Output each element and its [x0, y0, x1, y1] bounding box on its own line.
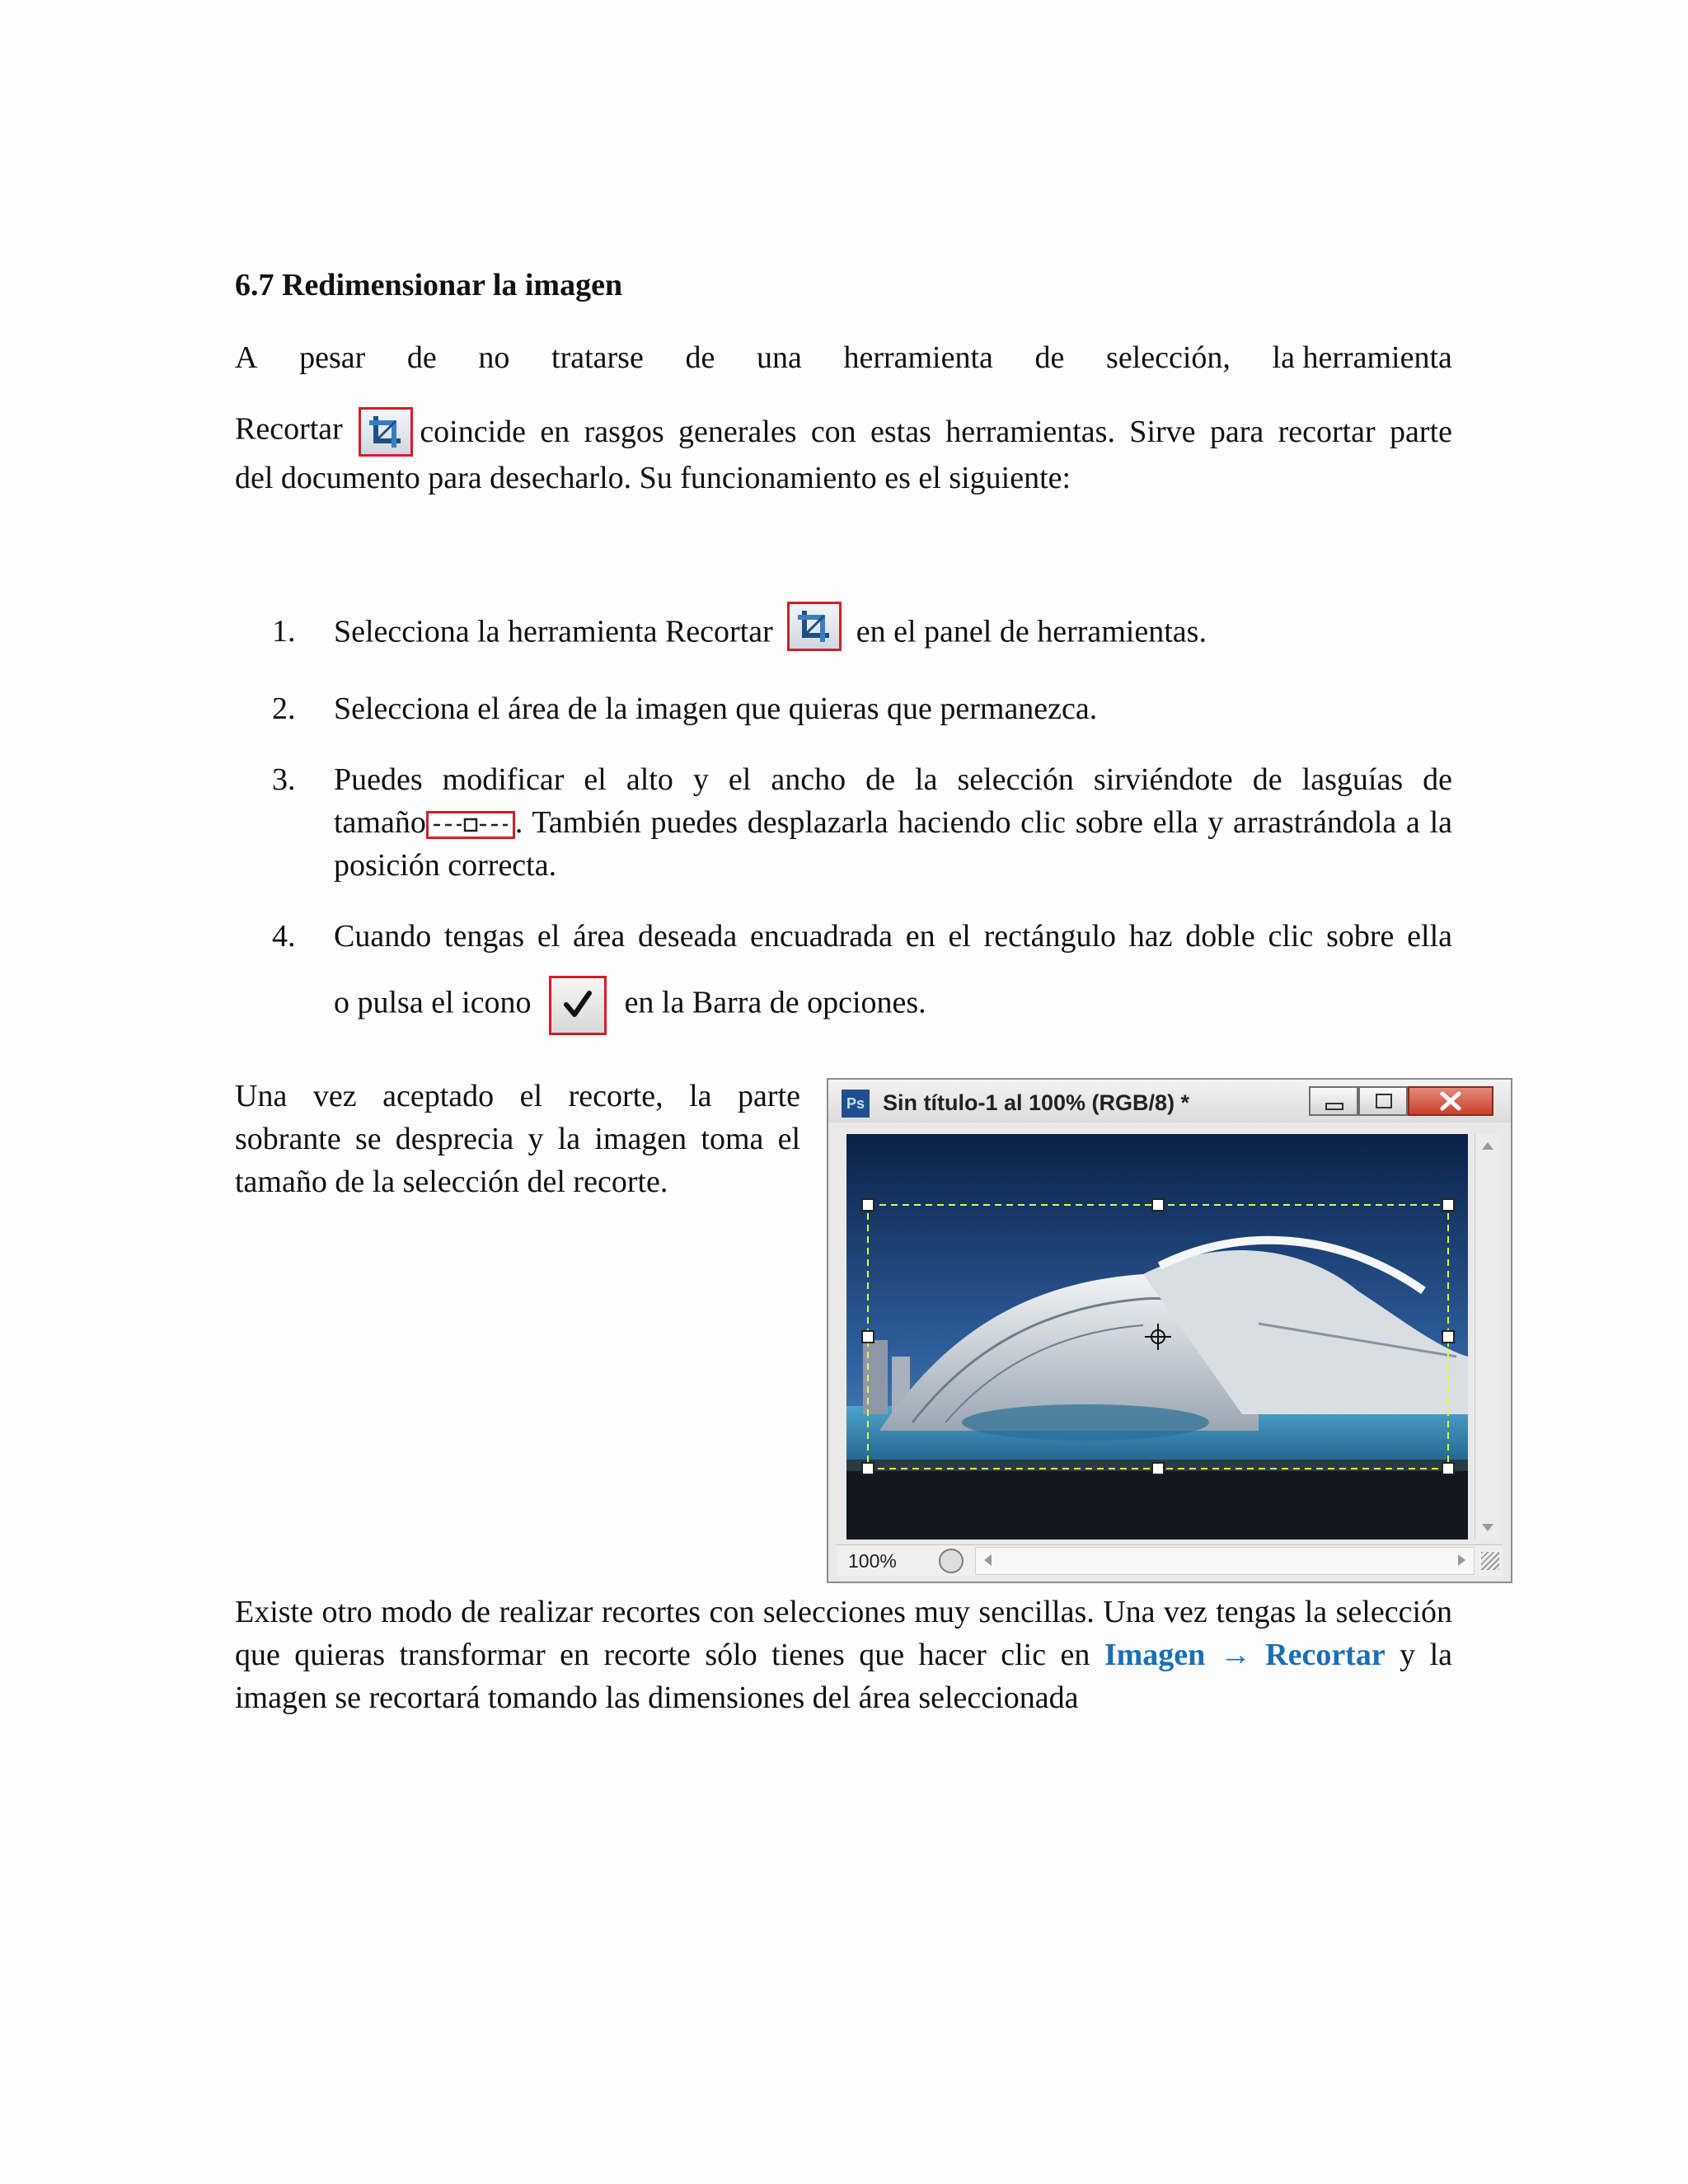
intro-paragraph [235, 336, 1452, 499]
menu-path-recortar: Recortar [1265, 1638, 1386, 1672]
intro-word: tratarse [551, 340, 644, 375]
step-number: 1. [272, 614, 296, 649]
size-guides-icon [426, 811, 515, 839]
step-text: Selecciona el área de la imagen que quieras que permanezca. [334, 691, 1098, 726]
intro-word: A [235, 340, 258, 375]
after-crop-paragraph: Una vez aceptado el recorte, la parte sobrante se desprecia y la imagen toma el tamaño de la selección del recorte. [235, 1079, 800, 1199]
step-text: en la Barra de opciones. [624, 985, 926, 1020]
status-bar [837, 1544, 1503, 1577]
intro-word: selección, [1106, 340, 1231, 375]
closing-paragraph [235, 1591, 1452, 1719]
list-item [272, 915, 1452, 1035]
step-text: en el panel de herramientas. [856, 614, 1207, 649]
vertical-scrollbar[interactable] [1475, 1134, 1500, 1540]
list-item [272, 610, 1452, 659]
crop-icon [787, 602, 842, 651]
window-title: Sin título-1 al 100% (RGB/8) * [883, 1090, 1190, 1115]
maximize-icon [1376, 1094, 1392, 1108]
intro-word: no [478, 340, 510, 375]
intro-word: de [406, 340, 437, 375]
close-icon [1409, 1088, 1492, 1114]
photoshop-window [827, 1078, 1512, 1583]
rotation-center-icon [1145, 1324, 1171, 1350]
step-number: 3. [272, 762, 296, 797]
section-heading: 6.7 Redimensionar la imagen [235, 268, 623, 302]
step-text: o pulsa el icono [334, 985, 532, 1020]
intro-word: pesar [299, 340, 366, 375]
scroll-down-icon[interactable] [1482, 1524, 1493, 1531]
scroll-left-icon[interactable] [984, 1554, 992, 1566]
step-text: Puedes modificar el alto y el ancho de la selección sirviéndote de lasguías de [334, 762, 1452, 797]
zoom-level[interactable]: 100% [848, 1550, 897, 1572]
photoshop-logo-icon: Ps [842, 1090, 870, 1118]
step-text: Cuando tengas el área deseada encuadrada en el rectángulo haz doble clic sobre ella [334, 919, 1452, 954]
minimize-icon [1325, 1103, 1343, 1110]
list-item [272, 687, 1452, 730]
intro-line-2 [235, 407, 1452, 457]
step-text: Selecciona la herramienta Recortar [334, 614, 773, 649]
step-text: tamaño [334, 805, 426, 840]
closing-text: Existe otro modo de realizar recortes con selecciones muy sencillas. Una vez tengas la selección que quieras transformar en recorte sólo tienes que hacer clic en [235, 1595, 1452, 1672]
step-number: 2. [272, 691, 296, 726]
steps-list [272, 610, 1452, 1063]
intro-line-2-start [235, 407, 420, 457]
intro-word: la herramienta [1272, 340, 1452, 375]
scroll-up-icon[interactable] [1482, 1142, 1493, 1150]
intro-text: del documento para desecharlo. Su funcionamiento es el siguiente: [235, 461, 1071, 495]
image-canvas[interactable] [846, 1134, 1468, 1540]
intro-word: de [1034, 340, 1065, 375]
checkmark-icon [549, 976, 607, 1035]
window-titlebar [828, 1080, 1511, 1122]
intro-word: una [756, 340, 802, 375]
closing-text: y la imagen se recortará tomando las dimensiones del área seleccionada [235, 1638, 1453, 1715]
crop-marquee[interactable] [846, 1134, 1468, 1540]
scroll-right-icon[interactable] [1458, 1554, 1465, 1566]
intro-line-1 [235, 336, 1452, 379]
list-item [272, 758, 1452, 887]
minimize-button[interactable] [1309, 1086, 1358, 1116]
crop-icon [359, 407, 413, 457]
horizontal-scrollbar[interactable] [975, 1547, 1475, 1575]
intro-text: Recortar [235, 411, 343, 447]
resize-grip-icon[interactable] [1481, 1552, 1499, 1570]
status-menu-icon[interactable] [939, 1549, 964, 1573]
intro-word: de [685, 340, 715, 375]
maximize-button[interactable] [1358, 1086, 1408, 1116]
menu-path-imagen: Imagen → [1104, 1638, 1251, 1672]
intro-text: coincide en rasgos generales con estas herramientas. Sirve para recortar parte [420, 415, 1452, 449]
close-button[interactable] [1408, 1086, 1493, 1116]
intro-word: herramienta [843, 340, 993, 375]
step-text: . También puedes desplazarla haciendo clic sobre ella y arrastrándola a la posición correcta. [334, 805, 1452, 883]
step-line [334, 976, 1452, 1035]
step-number: 4. [272, 919, 296, 954]
